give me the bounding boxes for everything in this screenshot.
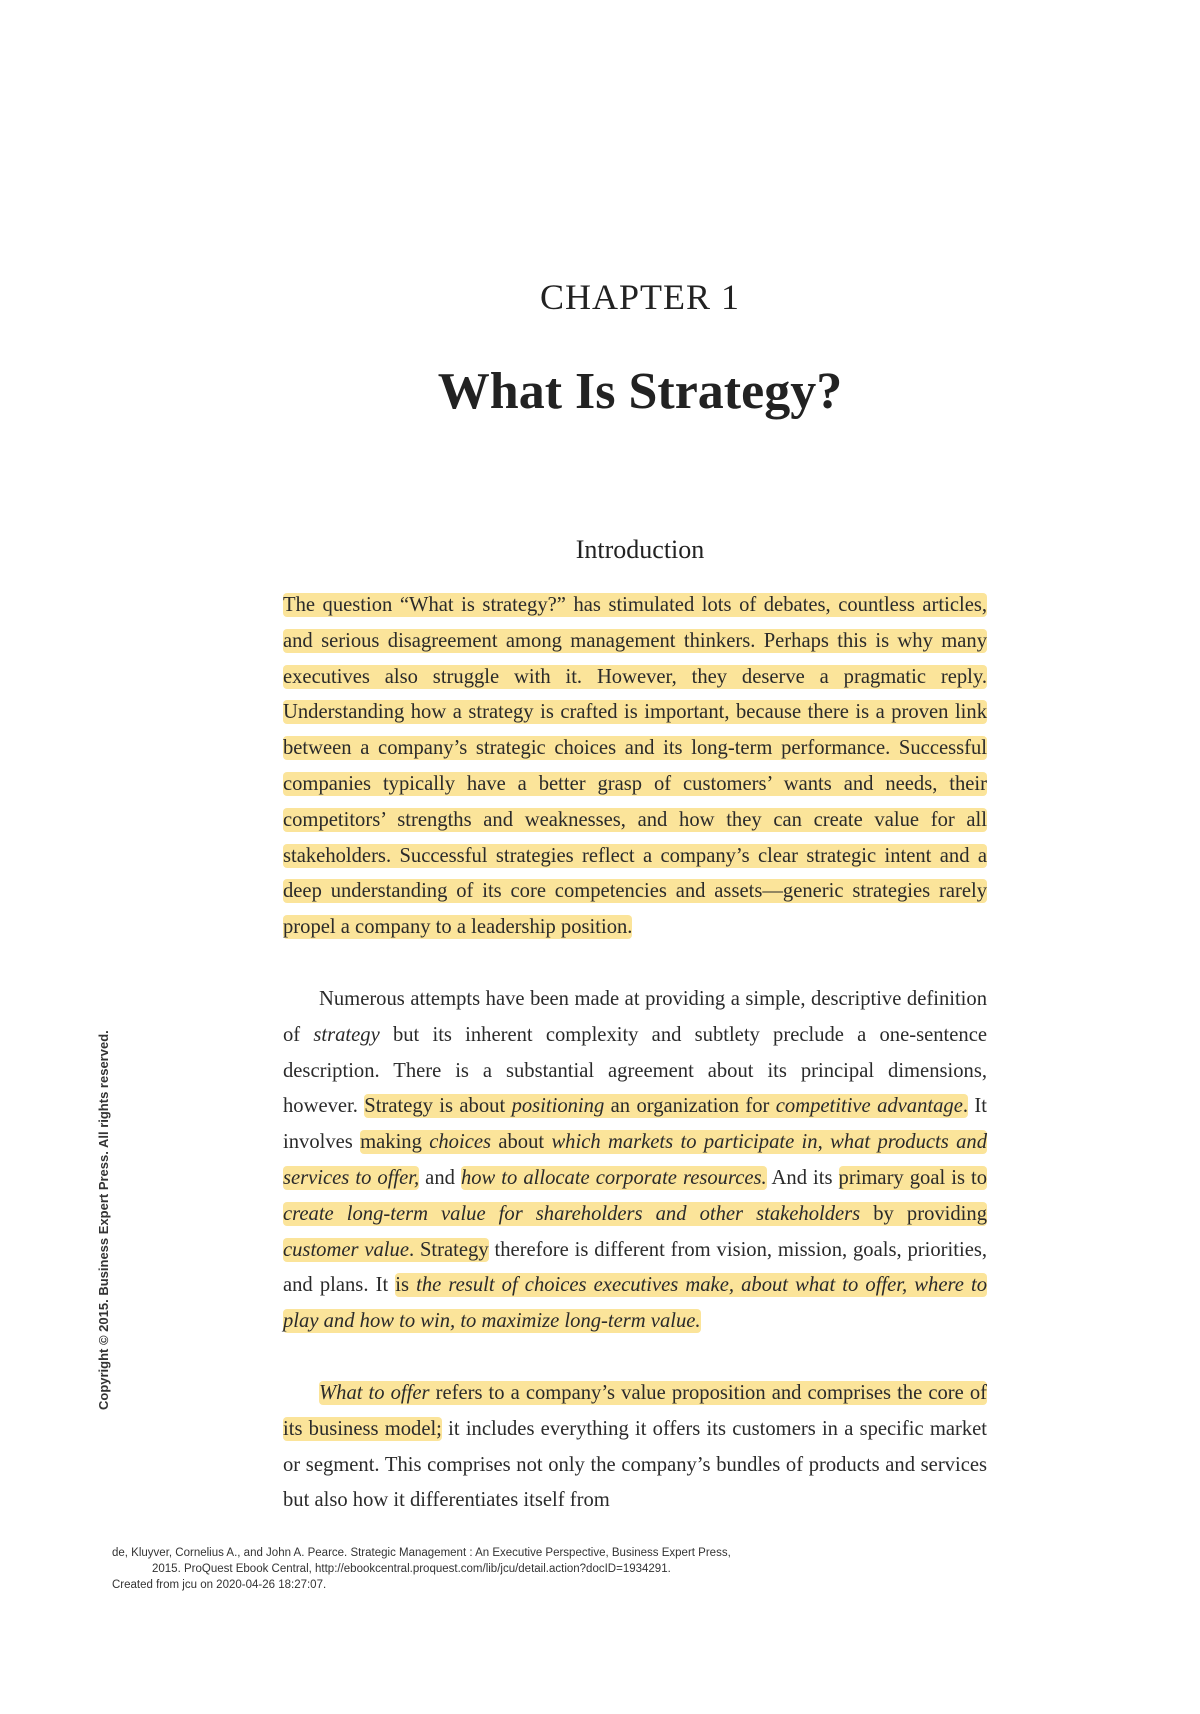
highlighted-text: The question “What is strategy?” has stimulated lots of debates, countless articles, and serious disagreement among management thinkers. Perhaps this is why many executives also struggle with it. However, they deserve a pragmatic reply. Understanding how a strategy is crafted is important, because there is a proven link between a company’s strategic choices and its long-term performance. Successful companies typically have a better grasp of customers’ wants and needs, their competitors’ strengths and weaknesses, and how they can create value for all stakeholders. Successful strategies reflect a company’s clear strategic intent and a deep understanding of its core competencies and assets—generic strategies rarely propel a company to a leadership position. <box>283 594 987 939</box>
paragraph-2 <box>283 982 987 1340</box>
created-from-line: Created from jcu on 2020-04-26 18:27:07. <box>112 1579 327 1591</box>
text-run: and <box>419 1166 461 1189</box>
citation-url-line: 2015. ProQuest Ebook Central, http://ebookcentral.proquest.com/lib/jcu/detail.action?docID=1934291. <box>152 1563 671 1575</box>
text-run: therefore is different from vision, mission, goals, priorities, and plans. It <box>283 1238 987 1297</box>
highlighted-text: making choices about which markets to participate in, what products and services to offer, <box>283 1131 987 1189</box>
paragraph-1 <box>283 588 987 946</box>
paragraph-3 <box>283 1376 987 1519</box>
text-run: but its inherent complexity and subtlety preclude a one-sentence description. There is a substantial agreement about its principal dimensions, however. <box>283 1023 987 1118</box>
highlighted-text: Strategy is about positioning an organization for competitive advantage. <box>364 1095 969 1118</box>
highlighted-text: is the result of choices executives make, about what to offer, where to play and how to win, to maximize long-term value. <box>283 1274 987 1333</box>
copyright-notice: Copyright © 2015. Business Expert Press. All rights reserved. <box>96 1030 111 1410</box>
highlighted-text: primary goal is to create long-term value for shareholders and other stakeholders by providing customer value. Strategy <box>283 1166 988 1261</box>
emphasis-text: strategy <box>313 1023 380 1046</box>
section-heading: Introduction <box>575 535 705 564</box>
citation-line: de, Kluyver, Cornelius A., and John A. Pearce. Strategic Management : An Executive Perspective, Business Expert Press, <box>112 1547 731 1559</box>
chapter-label: CHAPTER 1 <box>539 277 741 317</box>
highlighted-text: how to allocate corporate resources. <box>460 1166 767 1189</box>
text-run: It involves <box>283 1095 987 1154</box>
citation-footer <box>112 1545 1012 1593</box>
text-run: And its <box>766 1166 839 1189</box>
text-run: it includes everything it offers its customers in a specific market or segment. This comprises not only the company’s bundles of products and services but also how it differentiates itself from <box>283 1417 988 1512</box>
highlighted-text: What to offer refers to a company’s value proposition and comprises the core of its business model; <box>283 1382 987 1440</box>
text-run: Numerous attempts have been made at providing a simple, descriptive definition of <box>283 988 987 1046</box>
chapter-title: What Is Strategy? <box>437 363 843 420</box>
